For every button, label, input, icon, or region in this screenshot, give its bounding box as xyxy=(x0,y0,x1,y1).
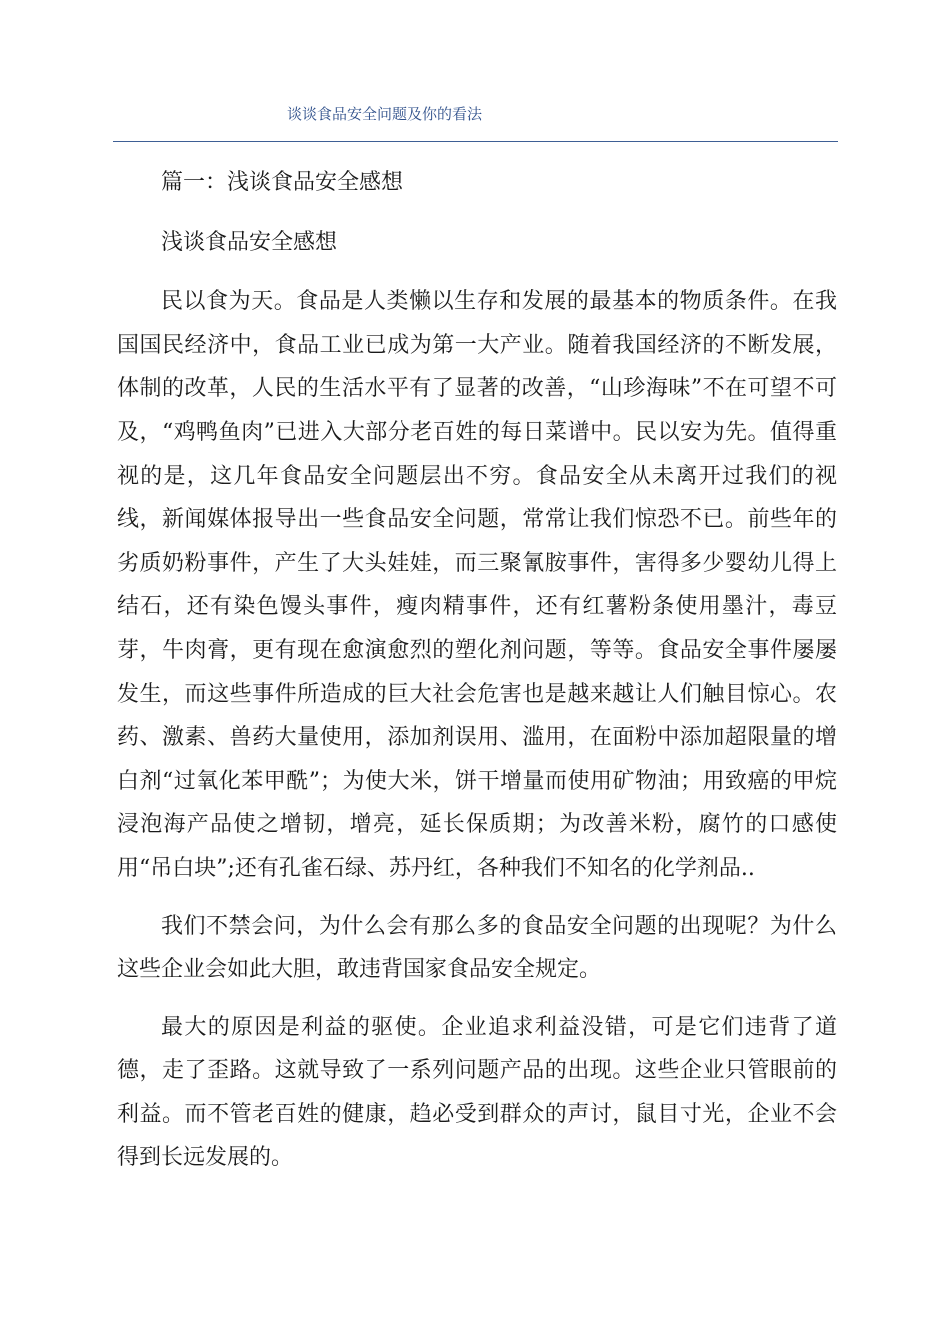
header-divider xyxy=(113,141,838,142)
running-header-title: 谈谈食品安全问题及你的看法 xyxy=(287,105,483,123)
document-body xyxy=(117,161,837,1194)
paragraph-1: 民以食为天。食品是人类懒以生存和发展的最基本的物质条件。在我国国民经济中，食品工业已成为第一大产业。随着我国经济的不断发展，体制的改革，人民的生活水平有了显著的改善，“山珍海味”不在可望不可及，“鸡鸭鱼肉”已进入大部分老百姓的每日菜谱中。民以安为先。值得重视的是，这几年食品安全问题层出不穷。食品安全从未离开过我们的视线，新闻媒体报导出一些食品安全问题，常常让我们惊恐不已。前些年的劣质奶粉事件，产生了大头娃娃，而三聚氰胺事件，害得多少婴幼儿得上结石，还有染色馒头事件，瘦肉精事件，还有红薯粉条使用墨汁，毒豆芽，牛肉膏，更有现在愈演愈烈的塑化剂问题，等等。食品安全事件屡屡发生，而这些事件所造成的巨大社会危害也是越来越让人们触目惊心。农药、激素、兽药大量使用，添加剂误用、滥用，在面粉中添加超限量的增白剂“过氧化苯甲酰”；为使大米，饼干增量而使用矿物油；用致癌的甲烷浸泡海产品使之增韧，增亮，延长保质期；为改善米粉，腐竹的口感使用“吊白块”;还有孔雀石绿、苏丹红，各种我们不知名的化学剂品.. xyxy=(117,289,837,881)
paragraph-3: 最大的原因是利益的驱使。企业追求利益没错，可是它们违背了道德，走了歪路。这就导致了一系列问题产品的出现。这些企业只管眼前的利益。而不管老百姓的健康，趋必受到群众的声讨，鼠目寸光，企业不会得到长远发展的。 xyxy=(117,1014,837,1171)
paragraph-2: 我们不禁会问，为什么会有那么多的食品安全问题的出现呢？为什么这些企业会如此大胆，敢违背国家食品安全规定。 xyxy=(117,913,837,983)
section-heading: 篇一：浅谈食品安全感想 xyxy=(161,170,404,195)
article-title: 浅谈食品安全感想 xyxy=(161,229,338,255)
